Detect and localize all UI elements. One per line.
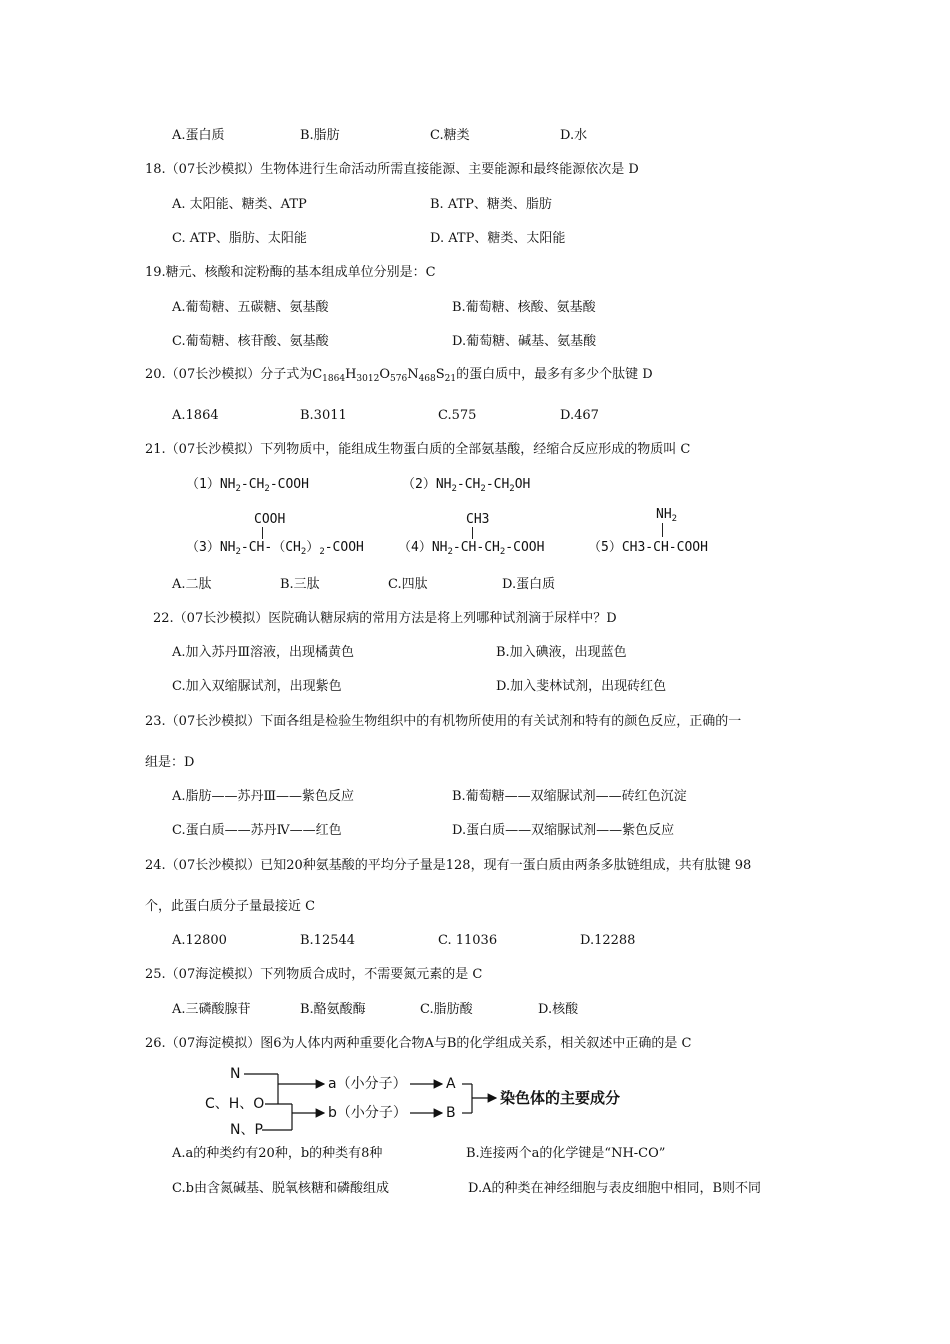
q18-stem: 18.（07长沙模拟）生物体进行生命活动所需直接能源、主要能源和最终能源依次是 D xyxy=(145,162,639,177)
diagram-np: N、P xyxy=(230,1122,263,1138)
q24-option-b: B.12544 xyxy=(300,933,356,948)
q24-option-a: A.12800 xyxy=(172,933,227,948)
q24-option-c: C. 11036 xyxy=(438,933,498,948)
q25-option-d: D.核酸 xyxy=(538,1002,579,1017)
q21-structure-3: $(3)NH_2-CH-(CH_2)_2$-COOH xyxy=(186,540,364,557)
q21-structure-4: $(4)NH_2-CH-CH_2$-COOH xyxy=(398,540,545,557)
q23-option-d: D.蛋白质——双缩脲试剂——紫色反应 xyxy=(452,823,675,838)
q20-stem xyxy=(145,367,653,383)
q19-stem: 19.糖元、核酸和淀粉酶的基本组成单位分别是：C xyxy=(145,265,436,280)
q23-option-a: A.脂肪——苏丹Ⅲ——紫色反应 xyxy=(172,789,355,804)
q19-option-b: B.葡萄糖、核酸、氨基酸 xyxy=(452,300,596,315)
q19-option-a: A.葡萄糖、五碳糖、氨基酸 xyxy=(172,300,329,315)
q22-option-d: D.加入斐林试剂，出现砖红色 xyxy=(496,679,667,694)
q21-stem: 21.（07长沙模拟）下列物质中，能组成生物蛋白质的全部氨基酸，经缩合反应形成的物质叫 C xyxy=(145,442,691,457)
q21-option-d: D.蛋白质 xyxy=(502,577,556,592)
q26-option-a: A.a的种类约有20种，b的种类有8种 xyxy=(172,1146,383,1161)
q22-option-a: A.加入苏丹Ⅲ溶液，出现橘黄色 xyxy=(172,645,355,660)
q21-structure-5-bond xyxy=(662,523,663,537)
q26-option-b: B.连接两个a的化学键是“NH-CO” xyxy=(466,1146,666,1161)
q23-stem-line-1: 23.（07长沙模拟）下面各组是检验生物组织中的有机物所使用的有关试剂和特有的颜色反应，正确的一 xyxy=(145,714,742,729)
q24-option-d: D.12288 xyxy=(580,933,636,948)
diagram-n: N xyxy=(230,1066,241,1082)
q21-structure-5: （5）CH3-CH-COOH xyxy=(588,540,708,555)
q25-stem: 25.（07海淀模拟）下列物质合成时，不需要氮元素的是 C xyxy=(145,967,483,982)
q20-formula: $C_{1864}H_{3012}O_{576}N_{468}S_{21}$ xyxy=(312,367,457,384)
diagram-cho: C、H、O xyxy=(205,1096,265,1112)
q25-option-c: C.脂肪酸 xyxy=(420,1002,473,1017)
q20-option-a: A.1864 xyxy=(172,408,219,423)
diagram-a: A xyxy=(446,1076,456,1092)
q21-option-b: B.三肽 xyxy=(280,577,320,592)
diagram-b-small: b（小分子） xyxy=(328,1105,407,1121)
q20-stem-prefix: 20.（07长沙模拟）分子式为 xyxy=(145,367,313,382)
q17-option-b: B.脂肪 xyxy=(300,128,340,143)
q25-option-b: B.酪氨酸酶 xyxy=(300,1002,366,1017)
q21-structure-1: $(1)NH_2-CH_2$-COOH xyxy=(186,477,309,494)
q22-stem: 22.（07长沙模拟）医院确认糖尿病的常用方法是将上列哪种试剂滴于尿样中？D xyxy=(153,611,617,626)
q24-stem-line-1: 24.（07长沙模拟）已知20种氨基酸的平均分子量是128，现有一蛋白质由两条多肽链组成，共有肽键 98 xyxy=(145,858,752,873)
q24-stem-line-2: 个，此蛋白质分子量最接近 C xyxy=(145,899,316,914)
q23-option-c: C.蛋白质——苏丹Ⅳ——红色 xyxy=(172,823,342,838)
q18-option-c: C. ATP、脂肪、太阳能 xyxy=(172,231,307,246)
q19-option-c: C.葡萄糖、核苷酸、氨基酸 xyxy=(172,334,329,349)
q20-stem-suffix: 的蛋白质中，最多有多少个肽键 D xyxy=(456,367,653,382)
q21-structure-3-bond xyxy=(262,527,263,539)
diagram-b: B xyxy=(446,1105,456,1121)
diagram-result: 染色体的主要成分 xyxy=(500,1089,621,1107)
q19-option-d: D.葡萄糖、碱基、氨基酸 xyxy=(452,334,597,349)
q17-option-c: C.糖类 xyxy=(430,128,470,143)
q22-option-b: B.加入碘液，出现蓝色 xyxy=(496,645,627,660)
q21-option-c: C.四肽 xyxy=(388,577,428,592)
q17-option-d: D.水 xyxy=(560,128,588,143)
diagram-a-small: a（小分子） xyxy=(328,1076,407,1092)
q21-structure-5-nh2: $NH_2$ xyxy=(656,507,678,524)
q21-structure-4-bond xyxy=(472,527,473,539)
q18-option-d: D. ATP、糖类、太阳能 xyxy=(430,231,566,246)
q23-stem-line-2: 组是：D xyxy=(145,755,195,770)
q21-structure-2: $(2)NH_2-CH_2-CH_2OH$ xyxy=(402,477,531,494)
q21-option-a: A.二肽 xyxy=(172,577,212,592)
q22-option-c: C.加入双缩脲试剂，出现紫色 xyxy=(172,679,342,694)
q26-option-c: C.b由含氮碱基、脱氧核糖和磷酸组成 xyxy=(172,1181,389,1196)
q18-option-b: B. ATP、糖类、脂肪 xyxy=(430,197,552,212)
q20-option-d: D.467 xyxy=(560,408,599,423)
q21-structure-4-ch3: CH3 xyxy=(466,512,490,527)
q21-structure-3-cooh: COOH xyxy=(254,512,286,527)
q25-option-a: A.三磷酸腺苷 xyxy=(172,1002,251,1017)
q20-option-b: B.3011 xyxy=(300,408,347,423)
q17-option-a: A.蛋白质 xyxy=(172,128,225,143)
q26-stem: 26.（07海淀模拟）图6为人体内两种重要化合物A与B的化学组成关系，相关叙述中正确的是 C xyxy=(145,1036,692,1051)
q18-option-a: A. 太阳能、糖类、ATP xyxy=(172,197,307,212)
q20-option-c: C.575 xyxy=(438,408,477,423)
q26-option-d: D.A的种类在神经细胞与表皮细胞中相同，B则不同 xyxy=(468,1181,762,1196)
q23-option-b: B.葡萄糖——双缩脲试剂——砖红色沉淀 xyxy=(452,789,687,804)
